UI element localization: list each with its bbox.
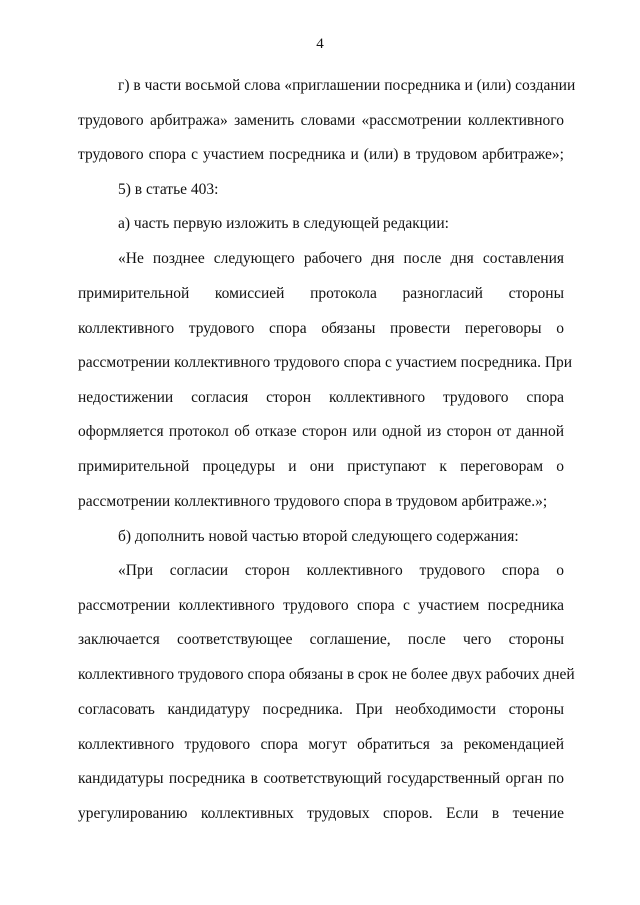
- text-line: заключается соответствующее соглашение, после чего стороны: [78, 631, 564, 648]
- text-line: трудового арбитража» заменить словами «рассмотрении коллективного: [78, 112, 564, 129]
- text-line: а) часть первую изложить в следующей редакции:: [118, 215, 449, 232]
- text-line: коллективного трудового спора обязаны провести переговоры о: [78, 320, 564, 337]
- text-line: коллективного трудового спора обязаны в срок не более двух рабочих дней: [78, 666, 575, 683]
- text-line: недостижении согласия сторон коллективного трудового спора: [78, 389, 564, 406]
- text-line: оформляется протокол об отказе сторон или одной из сторон от данной: [78, 423, 564, 440]
- text-line: «Не позднее следующего рабочего дня после дня составления: [118, 250, 564, 267]
- text-line: 5) в статье 403:: [118, 181, 219, 198]
- text-line: урегулированию коллективных трудовых споров. Если в течение: [78, 805, 564, 822]
- text-line: примирительной процедуры и они приступают к переговорам о: [78, 458, 564, 475]
- text-line: рассмотрении коллективного трудового спора в трудовом арбитраже.»;: [78, 493, 548, 510]
- text-line: рассмотрении коллективного трудового спора с участием посредника. При: [78, 354, 573, 371]
- page-number: 4: [316, 36, 324, 52]
- text-line: трудового спора с участием посредника и (или) в трудовом арбитраже»;: [78, 146, 564, 163]
- text-line: согласовать кандидатуру посредника. При необходимости стороны: [78, 701, 564, 718]
- text-line: примирительной комиссией протокола разногласий стороны: [78, 285, 564, 302]
- text-line: «При согласии сторон коллективного трудового спора о: [118, 562, 564, 579]
- text-line: рассмотрении коллективного трудового спора с участием посредника: [78, 597, 564, 614]
- text-line: г) в части восьмой слова «приглашении посредника и (или) создании: [118, 77, 576, 94]
- text-line: кандидатуры посредника в соответствующий государственный орган по: [78, 770, 564, 787]
- text-line: коллективного трудового спора могут обратиться за рекомендацией: [78, 736, 564, 753]
- text-line: б) дополнить новой частью второй следующего содержания:: [118, 528, 519, 545]
